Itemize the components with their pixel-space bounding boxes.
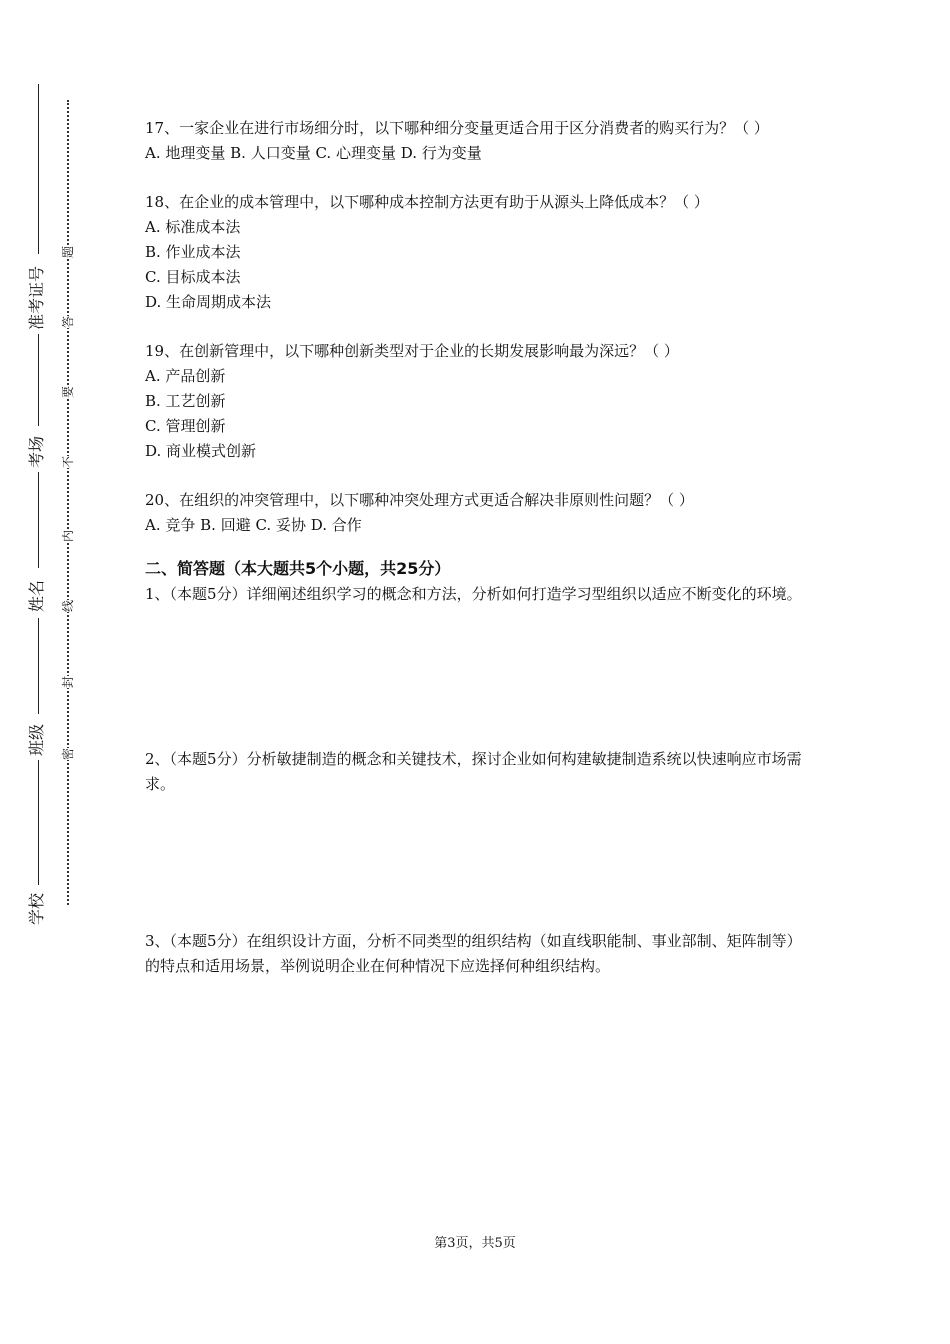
question-17 bbox=[145, 116, 815, 166]
question-stem: 20、在组织的冲突管理中，以下哪种冲突处理方式更适合解决非原则性问题？（ ） bbox=[145, 491, 694, 509]
question-options: A. 地理变量 B. 人口变量 C. 心理变量 D. 行为变量 bbox=[145, 144, 482, 162]
seal-char: 不 bbox=[61, 455, 75, 468]
field-line bbox=[38, 334, 39, 426]
field-line bbox=[38, 472, 39, 568]
essay-question-2: 2、（本题5分）分析敏捷制造的概念和关键技术，探讨企业如何构建敏捷制造系统以快速响应市场需求。 bbox=[145, 750, 802, 793]
answer-space bbox=[145, 607, 815, 747]
question-stem: 19、在创新管理中，以下哪种创新类型对于企业的长期发展影响最为深远？（ ） bbox=[145, 342, 679, 360]
option: B. 工艺创新 bbox=[145, 392, 226, 410]
answer-space bbox=[145, 797, 815, 929]
seal-dotted-line bbox=[67, 100, 69, 905]
section-title: 二、简答题（本大题共5个小题，共25分） bbox=[145, 559, 451, 578]
name-label: 姓名 bbox=[27, 579, 46, 612]
field-line bbox=[38, 760, 39, 885]
page-footer: 第3页，共5页 bbox=[434, 1236, 516, 1251]
option: B. 作业成本法 bbox=[145, 243, 241, 261]
option: D. 商业模式创新 bbox=[145, 442, 257, 460]
question-stem: 18、在企业的成本管理中，以下哪种成本控制方法更有助于从源头上降低成本？（ ） bbox=[145, 193, 709, 211]
seal-char: 密 bbox=[61, 747, 75, 760]
essay-question-1: 1、（本题5分）详细阐述组织学习的概念和方法，分析如何打造学习型组织以适应不断变化的环境。 bbox=[145, 585, 802, 603]
option: A. 产品创新 bbox=[145, 367, 226, 385]
question-20 bbox=[145, 488, 815, 538]
option: A. 标准成本法 bbox=[145, 218, 241, 236]
question-19 bbox=[145, 339, 815, 464]
binding-margin bbox=[0, 0, 110, 1344]
exam-room-label: 考场 bbox=[27, 435, 46, 468]
seal-char: 封 bbox=[61, 675, 75, 688]
seal-char: 内 bbox=[61, 529, 75, 542]
seal-char: 要 bbox=[61, 385, 75, 398]
option: C. 目标成本法 bbox=[145, 268, 241, 286]
seal-char: 线 bbox=[61, 599, 75, 612]
question-18 bbox=[145, 190, 815, 315]
question-stem: 17、一家企业在进行市场细分时，以下哪种细分变量更适合用于区分消费者的购买行为？（ ） bbox=[145, 119, 769, 137]
exam-id-label: 准考证号 bbox=[27, 265, 46, 330]
seal-char: 题 bbox=[61, 245, 75, 258]
option: C. 管理创新 bbox=[145, 417, 226, 435]
school-label: 学校 bbox=[27, 892, 46, 925]
exam-content bbox=[145, 116, 815, 979]
seal-char: 答 bbox=[61, 315, 75, 328]
question-options: A. 竞争 B. 回避 C. 妥协 D. 合作 bbox=[145, 516, 362, 534]
class-label: 班级 bbox=[27, 723, 46, 756]
essay-question-3: 3、（本题5分）在组织设计方面，分析不同类型的组织结构（如直线职能制、事业部制、矩阵制等）的特点和适用场景，举例说明企业在何种情况下应选择何种组织结构。 bbox=[145, 932, 802, 975]
field-line bbox=[38, 84, 39, 254]
option: D. 生命周期成本法 bbox=[145, 293, 272, 311]
field-line bbox=[38, 618, 39, 714]
